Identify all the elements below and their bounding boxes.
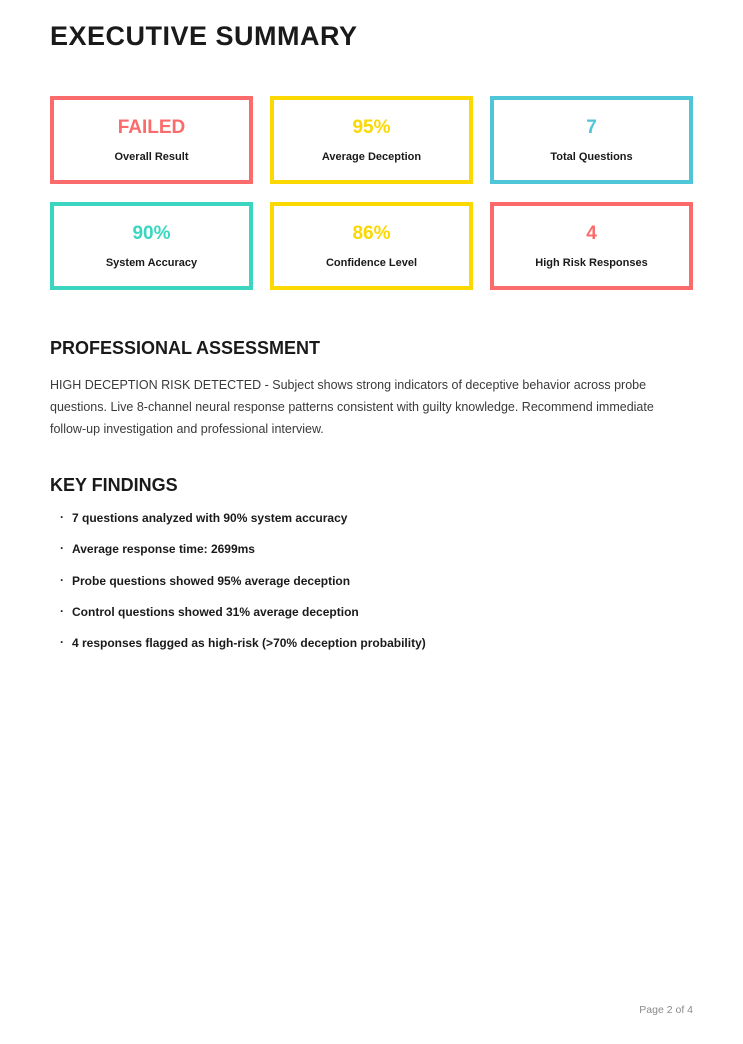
assessment-heading: PROFESSIONAL ASSESSMENT xyxy=(50,338,321,359)
findings-heading: KEY FINDINGS xyxy=(50,475,178,496)
stat-value: 86% xyxy=(352,222,391,244)
stat-label: Confidence Level xyxy=(325,256,418,269)
stat-card-system-accuracy xyxy=(50,202,253,290)
stat-value: 90% xyxy=(132,222,171,244)
professional-assessment-section xyxy=(50,338,693,441)
stat-card-average-deception xyxy=(270,96,473,184)
stat-label: Average Deception xyxy=(321,150,422,163)
list-item: · Probe questions showed 95% average deception xyxy=(50,573,693,590)
page-footer: Page 2 of 4 xyxy=(639,1004,693,1016)
stat-cards-grid xyxy=(50,96,693,290)
stat-value: 4 xyxy=(586,222,597,244)
stat-card-confidence-level xyxy=(270,202,473,290)
stat-label: Total Questions xyxy=(550,150,633,163)
findings-list xyxy=(50,510,693,652)
stat-label: System Accuracy xyxy=(105,256,198,269)
assessment-body: HIGH DECEPTION RISK DETECTED - Subject shows strong indicators of deceptive behavior across probe questions. Live 8-channel neural response patterns consistent with guilty knowledge. Recommend immediate follow-up investigation and professional interview. xyxy=(50,378,654,437)
key-findings-section xyxy=(50,475,693,652)
stat-value: 7 xyxy=(586,116,597,138)
stat-card-total-questions xyxy=(490,96,693,184)
stat-label: High Risk Responses xyxy=(535,256,648,269)
list-item: · 4 responses flagged as high-risk (>70% deception probability) xyxy=(50,635,693,652)
stat-value: FAILED xyxy=(117,116,186,138)
list-item: · 7 questions analyzed with 90% system accuracy xyxy=(50,510,693,527)
list-item: · Control questions showed 31% average deception xyxy=(50,604,693,621)
page-title: EXECUTIVE SUMMARY xyxy=(50,21,358,51)
stat-card-high-risk-responses xyxy=(490,202,693,290)
stat-value: 95% xyxy=(352,116,391,138)
stat-card-overall-result xyxy=(50,96,253,184)
stat-label: Overall Result xyxy=(114,150,189,163)
list-item: · Average response time: 2699ms xyxy=(50,541,693,558)
